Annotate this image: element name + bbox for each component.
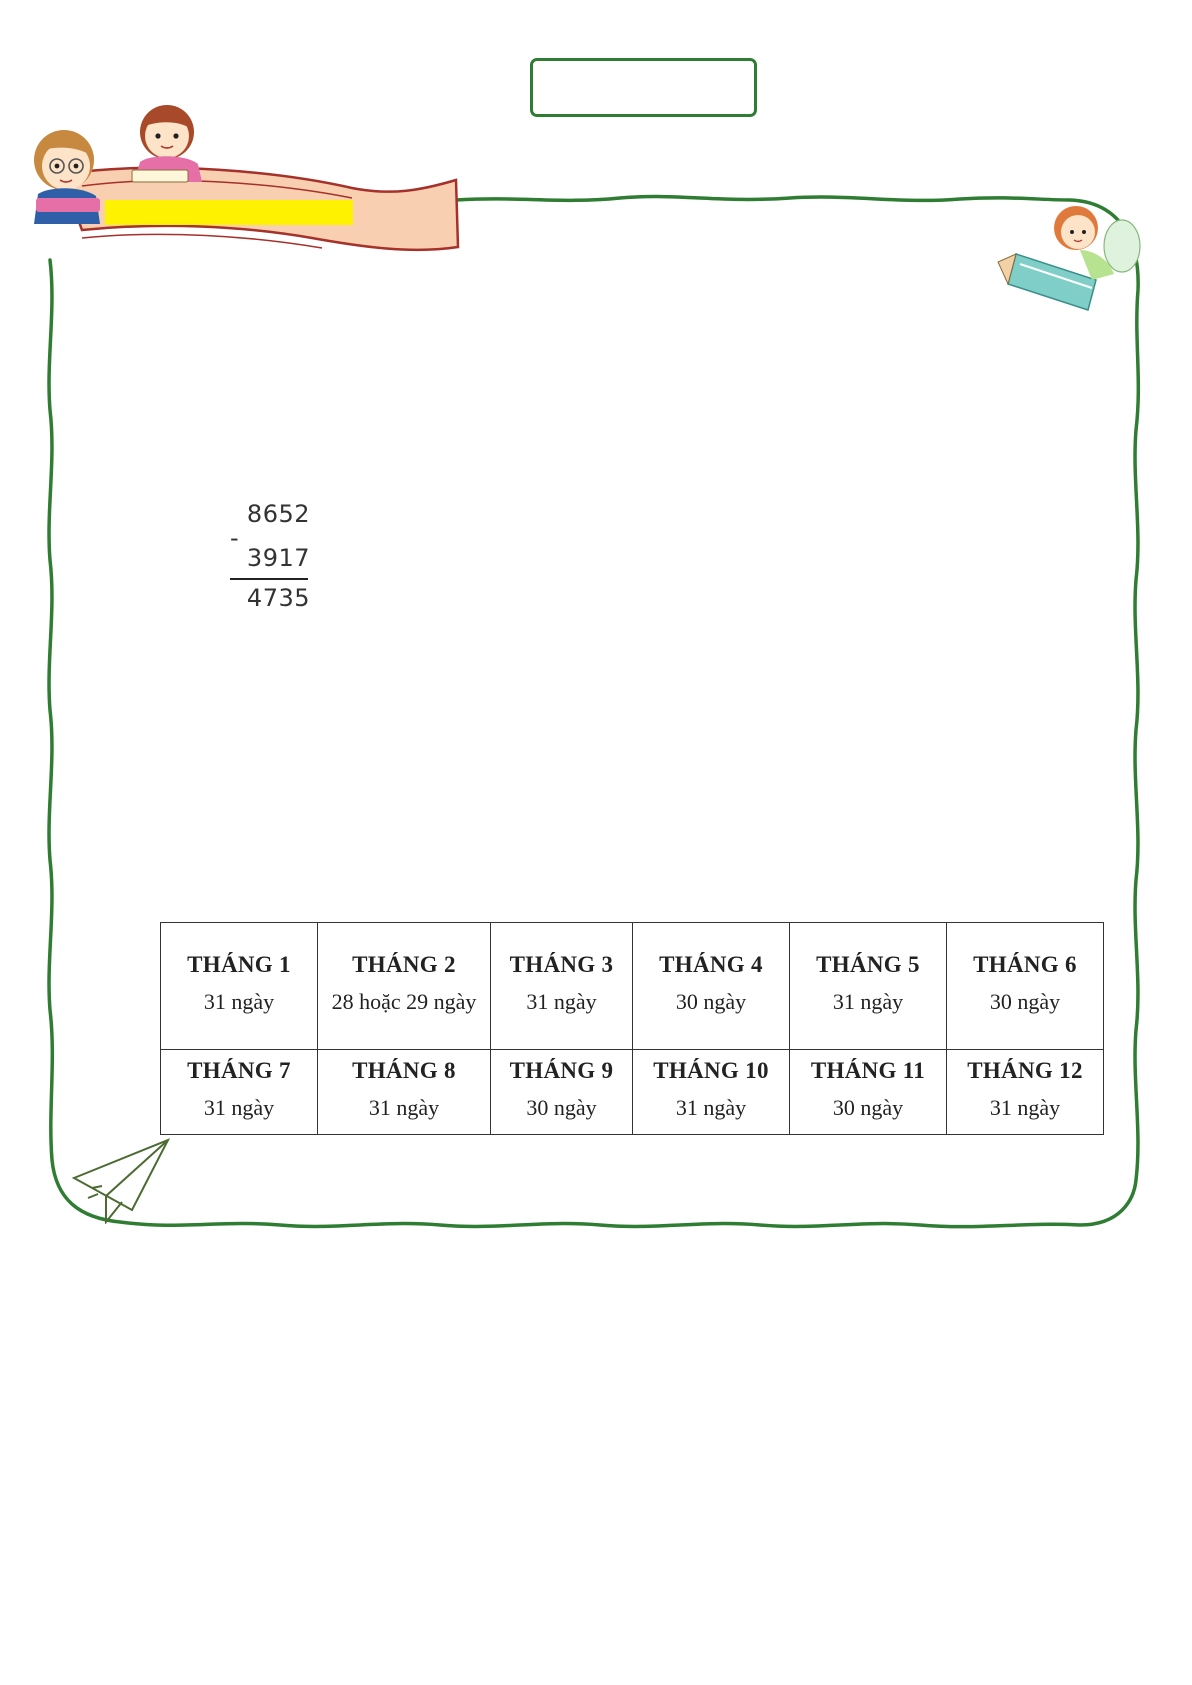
minus-sign: - (230, 524, 239, 552)
table-cell: THÁNG 12 31 ngày (947, 1050, 1104, 1135)
table-cell: THÁNG 1 31 ngày (161, 923, 318, 1050)
table-cell: THÁNG 6 30 ngày (947, 923, 1104, 1050)
minuend: 8652 (246, 500, 310, 528)
girl-character-icon (132, 105, 202, 182)
table-cell: THÁNG 4 30 ngày (633, 923, 790, 1050)
subtrahend: 3917 (246, 544, 310, 572)
table-cell: THÁNG 9 30 ngày (491, 1050, 633, 1135)
table-row (161, 1050, 1104, 1135)
title-box (530, 58, 757, 117)
paper-plane-icon (74, 1140, 168, 1222)
title-highlight (105, 200, 353, 225)
table-cell: THÁNG 2 28 hoặc 29 ngày (318, 923, 491, 1050)
result-line (230, 578, 308, 580)
difference: 4735 (246, 584, 310, 612)
table-cell: THÁNG 5 31 ngày (790, 923, 947, 1050)
fairy-pencil (996, 200, 1146, 318)
paper-plane (72, 1138, 172, 1224)
table-cell: THÁNG 3 31 ngày (491, 923, 633, 1050)
table-cell: THÁNG 8 31 ngày (318, 1050, 491, 1135)
banner-ribbon (22, 102, 472, 258)
months-days-table (160, 922, 1104, 1135)
table-cell: THÁNG 11 30 ngày (790, 1050, 947, 1135)
table-cell: THÁNG 10 31 ngày (633, 1050, 790, 1135)
table-cell: THÁNG 7 31 ngày (161, 1050, 318, 1135)
table-row (161, 923, 1104, 1050)
pencil-fairy-icon (998, 206, 1140, 310)
